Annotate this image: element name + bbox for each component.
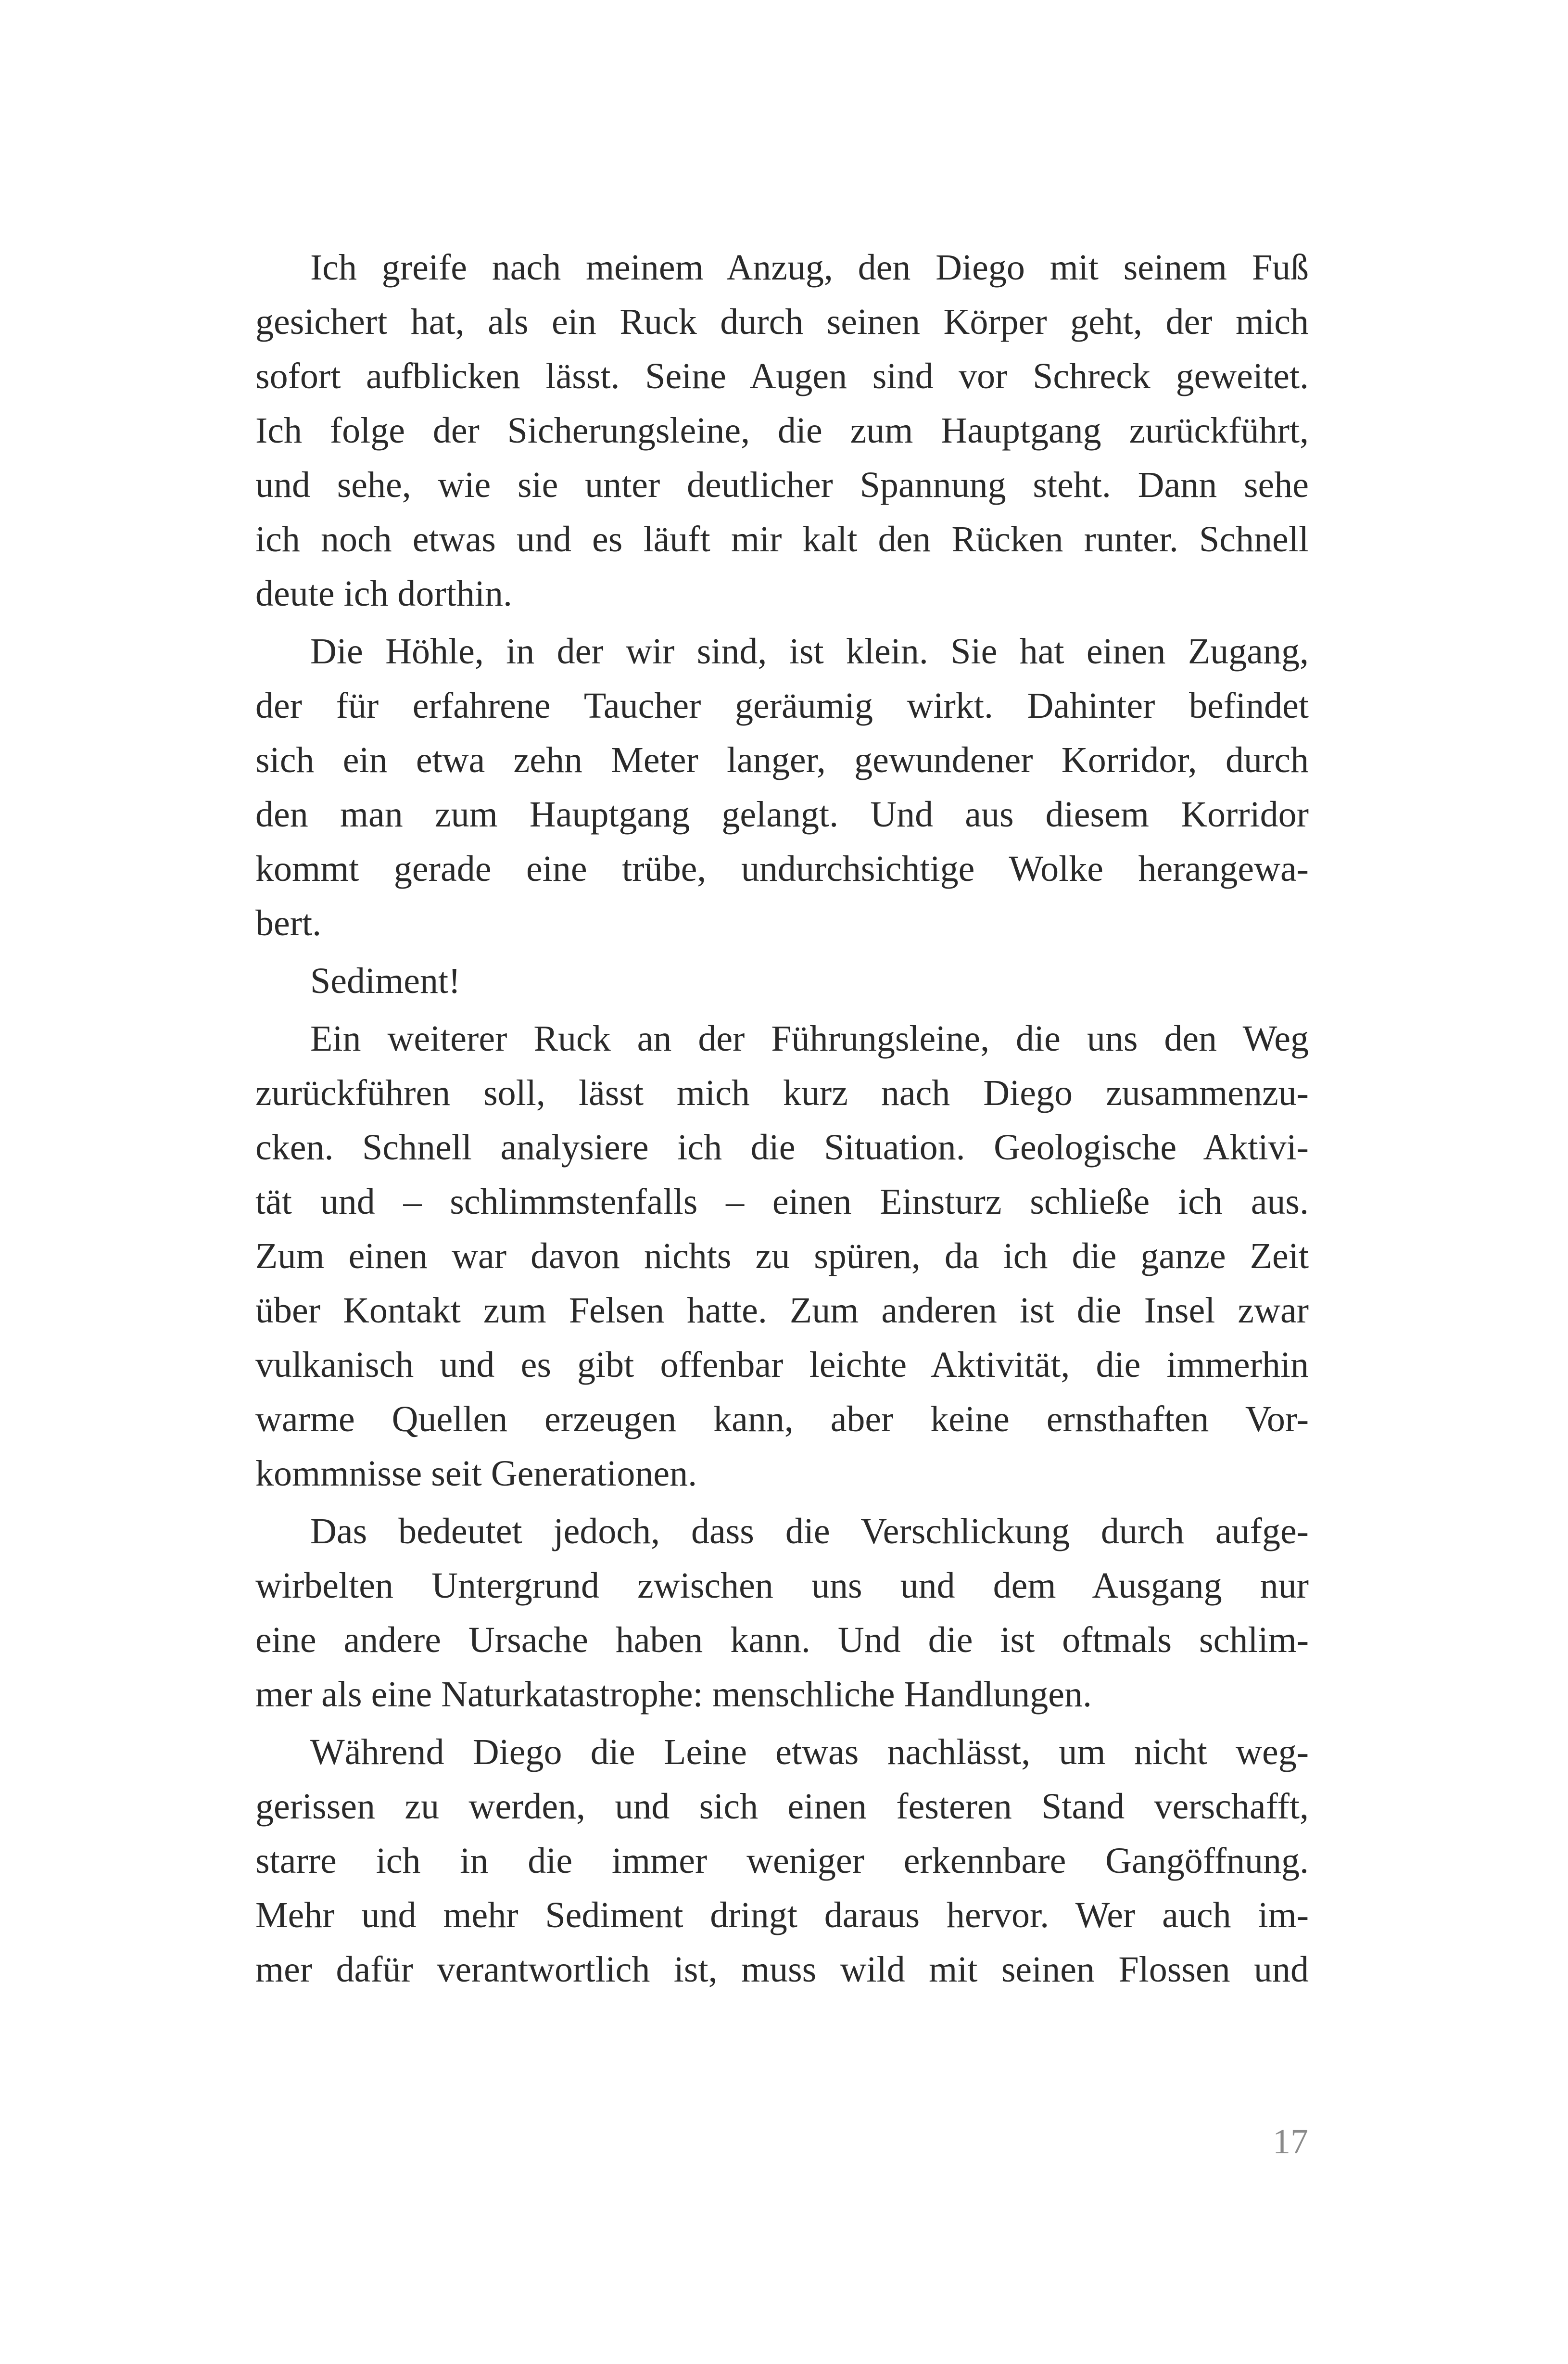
text-line: über Kontakt zum Felsen hatte. Zum anderen ist die Insel zwar (255, 1290, 1309, 1331)
paragraph (255, 1504, 1309, 1722)
text-line: warme Quellen erzeugen kann, aber keine ernsthaften Vor- (255, 1399, 1309, 1439)
text-line: Zum einen war davon nichts zu spüren, da ich die ganze Zeit (255, 1236, 1309, 1276)
paragraph (255, 241, 1309, 621)
text-line: wirbelten Untergrund zwischen uns und dem Ausgang nur (255, 1565, 1309, 1606)
text-line: starre ich in die immer weniger erkennbare Gangöffnung. (255, 1841, 1309, 1881)
text-line: Während Diego die Leine etwas nachlässt, um nicht weg- (310, 1732, 1309, 1772)
text-line: Mehr und mehr Sediment dringt daraus hervor. Wer auch im- (255, 1895, 1309, 1935)
text-line: deute ich dorthin. (255, 573, 512, 614)
text-line: Sediment! (310, 961, 461, 1001)
paragraph (255, 954, 1309, 1008)
text-line: und sehe, wie sie unter deutlicher Spannung steht. Dann sehe (255, 465, 1309, 505)
text-line: cken. Schnell analysiere ich die Situation. Geologische Aktivi- (255, 1127, 1309, 1168)
text-line: gesichert hat, als ein Ruck durch seinen Körper geht, der mich (255, 302, 1309, 342)
text-line: Ich greife nach meinem Anzug, den Diego mit seinem Fuß (310, 247, 1309, 288)
text-line: zurückführen soll, lässt mich kurz nach Diego zusammenzu- (255, 1073, 1309, 1113)
text-line: Das bedeutet jedoch, dass die Verschlickung durch aufge- (310, 1511, 1309, 1551)
text-line: eine andere Ursache haben kann. Und die ist oftmals schlim- (255, 1620, 1309, 1660)
paragraph (255, 1012, 1309, 1501)
text-line: vulkanisch und es gibt offenbar leichte Aktivität, die immerhin (255, 1345, 1309, 1385)
text-line: mer dafür verantwortlich ist, muss wild mit seinen Flossen und (255, 1949, 1309, 1990)
text-line: Ich folge der Sicherungsleine, die zum Hauptgang zurückführt, (255, 410, 1309, 451)
text-line: mer als eine Naturkatastrophe: menschliche Handlungen. (255, 1674, 1092, 1715)
text-line: sofort aufblicken lässt. Seine Augen sind vor Schreck geweitet. (255, 356, 1309, 396)
text-line: gerissen zu werden, und sich einen festeren Stand verschafft, (255, 1786, 1309, 1827)
text-line: kommt gerade eine trübe, undurchsichtige Wolke herangewa- (255, 849, 1309, 889)
text-line: Ein weiterer Ruck an der Führungsleine, die uns den Weg (310, 1018, 1309, 1059)
text-line: kommnisse seit Generationen. (255, 1453, 697, 1494)
paragraph (255, 1725, 1309, 1997)
text-line: bert. (255, 903, 322, 943)
text-line: tät und – schlimmstenfalls – einen Einsturz schließe ich aus. (255, 1182, 1309, 1222)
text-line: Die Höhle, in der wir sind, ist klein. Sie hat einen Zugang, (310, 631, 1309, 672)
text-line: der für erfahrene Taucher geräumig wirkt. Dahinter befindet (255, 686, 1309, 726)
text-line: ich noch etwas und es läuft mir kalt den Rücken runter. Schnell (255, 519, 1309, 559)
text-line: sich ein etwa zehn Meter langer, gewundener Korridor, durch (255, 740, 1309, 780)
page-number: 17 (1273, 2122, 1308, 2161)
body-text (255, 241, 1309, 1997)
paragraph (255, 624, 1309, 951)
text-line: den man zum Hauptgang gelangt. Und aus diesem Korridor (255, 794, 1309, 835)
